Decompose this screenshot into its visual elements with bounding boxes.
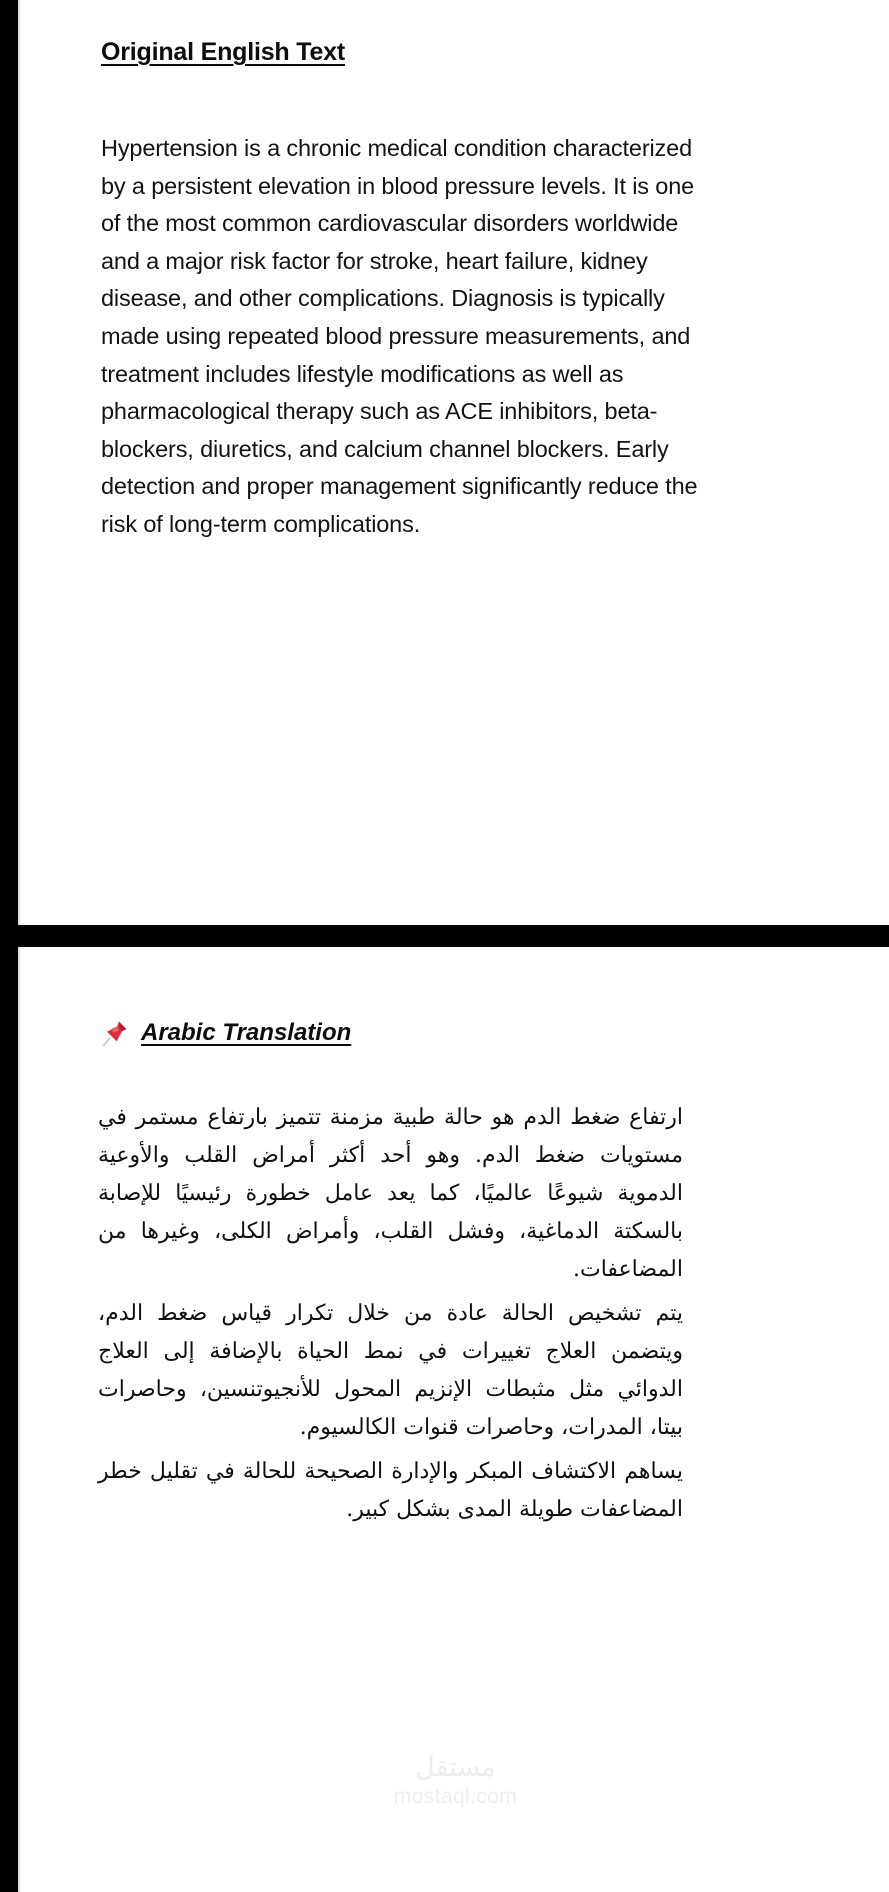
arabic-section-heading-row [101, 1019, 351, 1047]
pushpin-icon [101, 1019, 129, 1047]
english-body-paragraph: Hypertension is a chronic medical condition characterized by a persistent elevation in blood pressure levels. It is one of the most common cardiovascular disorders worldwide and a major risk factor for stroke, heart failure, kidney disease, and other complications. Diagnosis is typically made using repeated blood pressure measurements, and treatment includes lifestyle modifications as well as pharmacological therapy such as ACE inhibitors, beta-blockers, diuretics, and calcium channel blockers. Early detection and proper management significantly reduce the risk of long-term complications. [101, 135, 698, 537]
arabic-paragraph: ارتفاع ضغط الدم هو حالة طبية مزمنة تتميز بارتفاع مستمر في مستويات ضغط الدم. وهو أحد أكثر أمراض القلب والأوعية الدموية شيوعًا عالميًا، كما يعد عامل خطورة رئيسيًا للإصابة بالسكتة الدماغية، وفشل القلب، وأمراض الكلى، وغيرها من المضاعفات. [98, 1105, 683, 1282]
arabic-section-heading: Arabic Translation [141, 1019, 352, 1046]
watermark-domain-text: mostaql.com [393, 1785, 518, 1808]
left-edge-gutter [0, 0, 18, 1892]
watermark [20, 1752, 889, 1809]
english-document-page [18, 0, 889, 925]
english-section-heading: Original English Text [101, 38, 345, 66]
arabic-body [98, 1099, 683, 1529]
watermark-script-text: مستقل [415, 1752, 496, 1783]
arabic-paragraph: يساهم الاكتشاف المبكر والإدارة الصحيحة للحالة في تقليل خطر المضاعفات طويلة المدى بشكل كبير. [98, 1459, 683, 1522]
arabic-paragraph: يتم تشخيص الحالة عادة من خلال تكرار قياس ضغط الدم، ويتضمن العلاج تغييرات في نمط الحياة بالإضافة إلى العلاج الدوائي مثل مثبطات الإنزيم المحول للأنجيوتنسين، وحاصرات بيتا، المدرات، وحاصرات قنوات الكالسيوم. [98, 1301, 683, 1440]
page-divider [0, 925, 889, 947]
arabic-document-page [18, 947, 889, 1892]
